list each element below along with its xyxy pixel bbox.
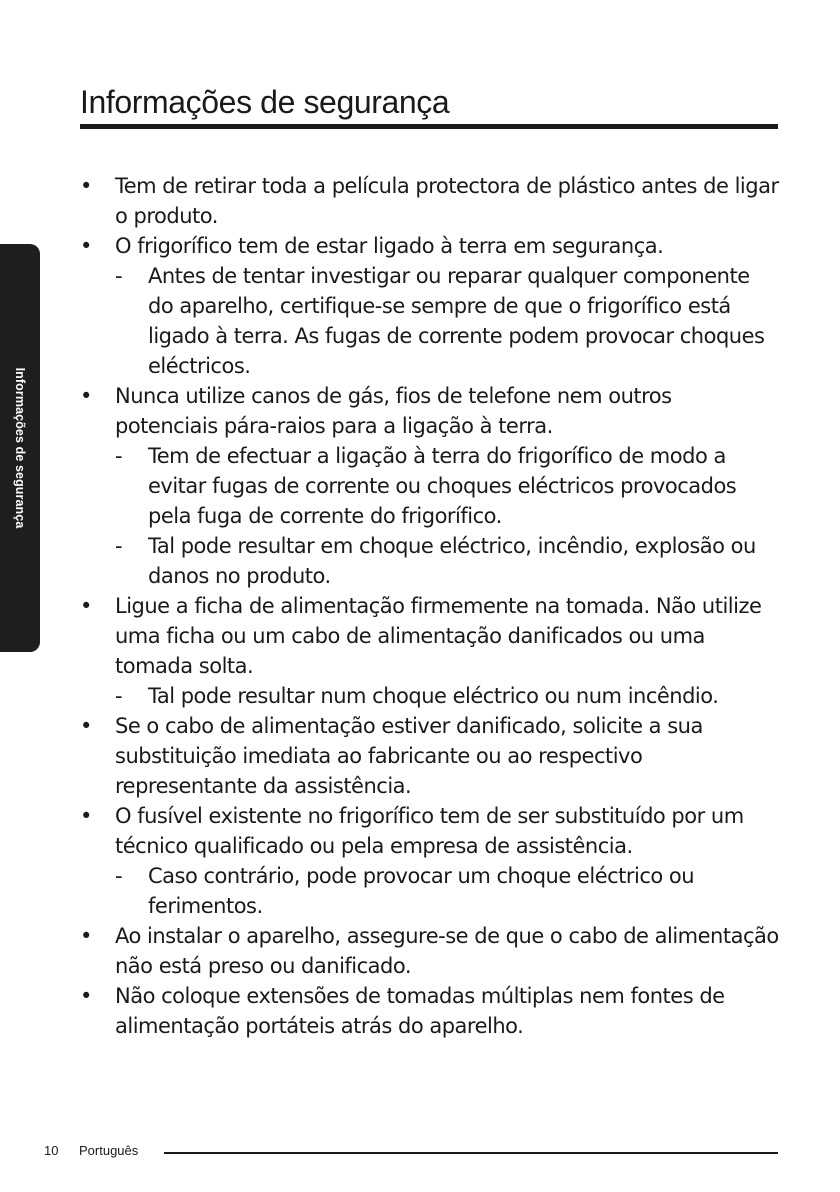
dash: -	[115, 864, 123, 888]
dash: -	[115, 684, 123, 708]
item-text: O frigorífico tem de estar ligado à terra em segurança.	[115, 234, 664, 258]
item-text: O fusível existente no frigorífico tem de ser substituído por um técnico qualificado ou pela empresa de assistência.	[115, 804, 744, 858]
sub-item-text: Tal pode resultar num choque eléctrico ou num incêndio.	[148, 684, 719, 708]
side-tab-label: Informações de segurança	[13, 367, 27, 529]
list-item	[80, 801, 780, 921]
item-text: Tem de retirar toda a película protectora de plástico antes de ligar o produto.	[115, 174, 779, 228]
title-rule	[80, 124, 778, 129]
sub-item	[115, 681, 780, 711]
bullet: •	[80, 804, 92, 828]
sub-item-text: Tem de efectuar a ligação à terra do frigorífico de modo a evitar fugas de corrente ou choques eléctricos provocados pela fuga de corrente do frigorífico.	[148, 444, 737, 528]
dash: -	[115, 534, 123, 558]
sub-item	[115, 261, 780, 381]
list-item	[80, 921, 780, 981]
bullet: •	[80, 594, 92, 618]
bullet: •	[80, 174, 92, 198]
bullet: •	[80, 924, 92, 948]
bullet: •	[80, 384, 92, 408]
item-text: Ligue a ficha de alimentação firmemente na tomada. Não utilize uma ficha ou um cabo de alimentação danificados ou uma tomada solta.	[115, 594, 762, 678]
footer-language: Português	[79, 1143, 139, 1158]
list-item	[80, 981, 780, 1041]
bullet: •	[80, 234, 92, 258]
item-text: Nunca utilize canos de gás, fios de telefone nem outros potenciais pára-raios para a ligação à terra.	[115, 384, 672, 438]
list-item	[80, 711, 780, 801]
safety-list	[80, 171, 780, 1041]
list-item	[80, 381, 780, 591]
bullet: •	[80, 714, 92, 738]
list-item	[80, 231, 780, 381]
sub-item	[115, 861, 780, 921]
item-text: Se o cabo de alimentação estiver danificado, solicite a sua substituição imediata ao fabricante ou ao respectivo representante da assistência.	[115, 714, 703, 798]
sub-item-text: Caso contrário, pode provocar um choque eléctrico ou ferimentos.	[148, 864, 695, 918]
list-item	[80, 171, 780, 231]
sub-item-text: Tal pode resultar em choque eléctrico, incêndio, explosão ou danos no produto.	[148, 534, 756, 588]
dash: -	[115, 444, 123, 468]
list-item	[80, 591, 780, 711]
bullet: •	[80, 984, 92, 1008]
page-title: Informações de segurança	[80, 84, 450, 120]
sub-item	[115, 441, 780, 531]
page-number: 10	[44, 1143, 59, 1158]
item-text: Não coloque extensões de tomadas múltiplas nem fontes de alimentação portáteis atrás do aparelho.	[115, 984, 725, 1038]
item-text: Ao instalar o aparelho, assegure-se de que o cabo de alimentação não está preso ou danificado.	[115, 924, 779, 978]
sub-item-text: Antes de tentar investigar ou reparar qualquer componente do aparelho, certifique-se sempre de que o frigorífico está ligado à terra. As fugas de corrente podem provocar choques eléctricos.	[148, 264, 765, 378]
footer-rule	[164, 1152, 778, 1154]
sub-item	[115, 531, 780, 591]
dash: -	[115, 264, 123, 288]
